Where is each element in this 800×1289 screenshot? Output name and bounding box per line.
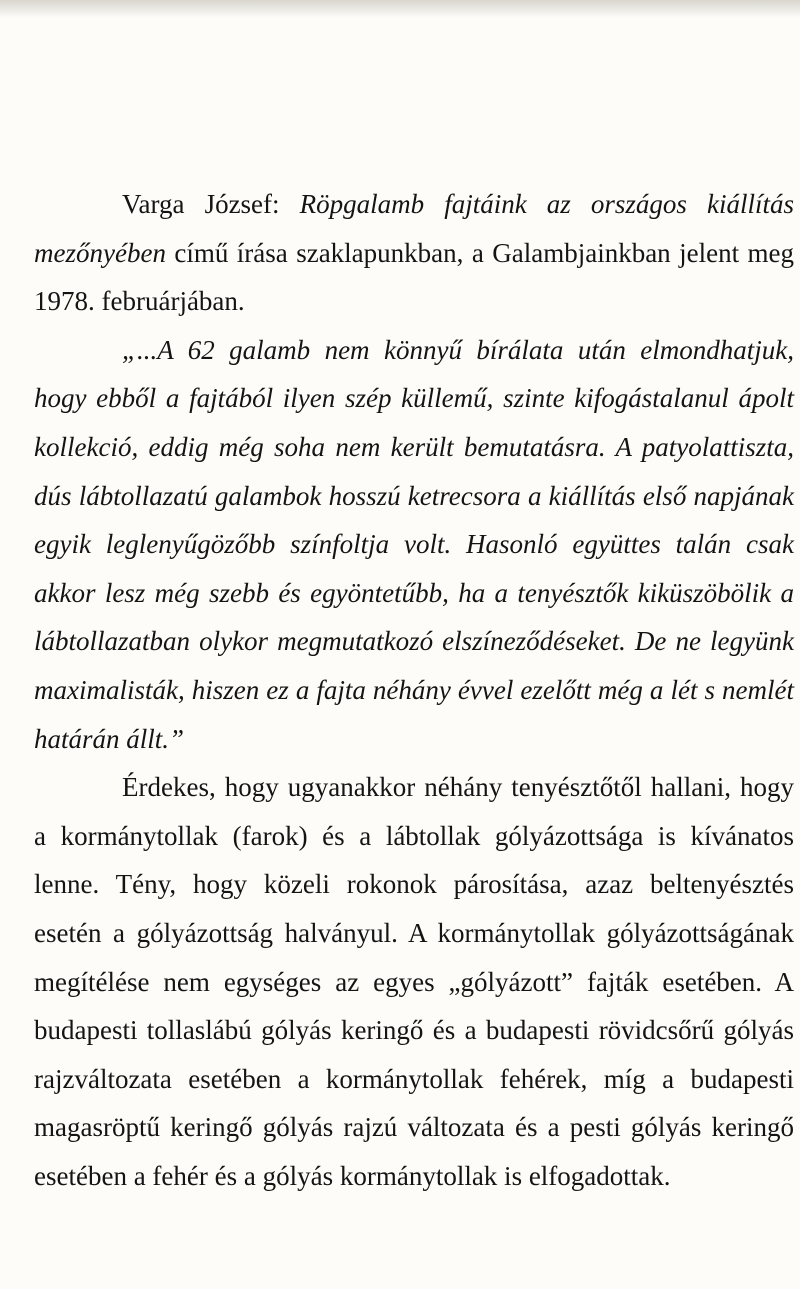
author-name: Varga József: [122,189,300,219]
intro-rest: című írása szaklapunkban, a Galambjainkban jelent meg 1978. februárjában. [34,237,794,317]
quote-paragraph: „...A 62 galamb nem könnyű bírálata után elmondhatjuk, hogy ebből a fajtából ilyen szép küllemű, szinte kifogástalanul ápolt kollekció, eddig még soha nem került bemutatásra. A patyolattiszta, dús lábtollazatú galambok hosszú ketrecsora a kiállítás első napjának egyik leglenyűgözőbb színfoltja volt. Hasonló együttes talán csak akkor lesz még szebb és egyöntetűbb, ha a tenyésztők kiküszöbölik a lábtollazatban olykor megmutatkozó elszíneződéseket. De ne legyünk maximalisták, hiszen ez a fajta néhány évvel ezelőtt még a lét s nemlét határán állt.” [34,334,794,754]
page-text [34,180,794,1200]
body-paragraph: Érdekes, hogy ugyanakkor néhány tenyésztőtől hallani, hogy a kormánytollak (farok) és a lábtollak gólyázottsága is kívánatos lenne. Tény, hogy közeli rokonok párosítása, azaz beltenyésztés esetén a gólyázottság halványul. A kormánytollak gólyázottságának megítélése nem egységes az egyes „gólyázott” fajták esetében. A budapesti tollaslábú gólyás keringő és a budapesti rövidcsőrű gólyás rajzváltozata esetében a kormánytollak fehérek, míg a budapesti magasröptű keringő gólyás rajzú változata és a pesti gólyás keringő esetében a fehér és a gólyás kormánytollak is elfogadottak. [34,772,794,1191]
intro-paragraph [34,180,794,326]
article-title: Röpgalamb fajtáink az országos kiállítás mezőnyében [34,189,794,268]
page-top-shadow [0,0,800,18]
